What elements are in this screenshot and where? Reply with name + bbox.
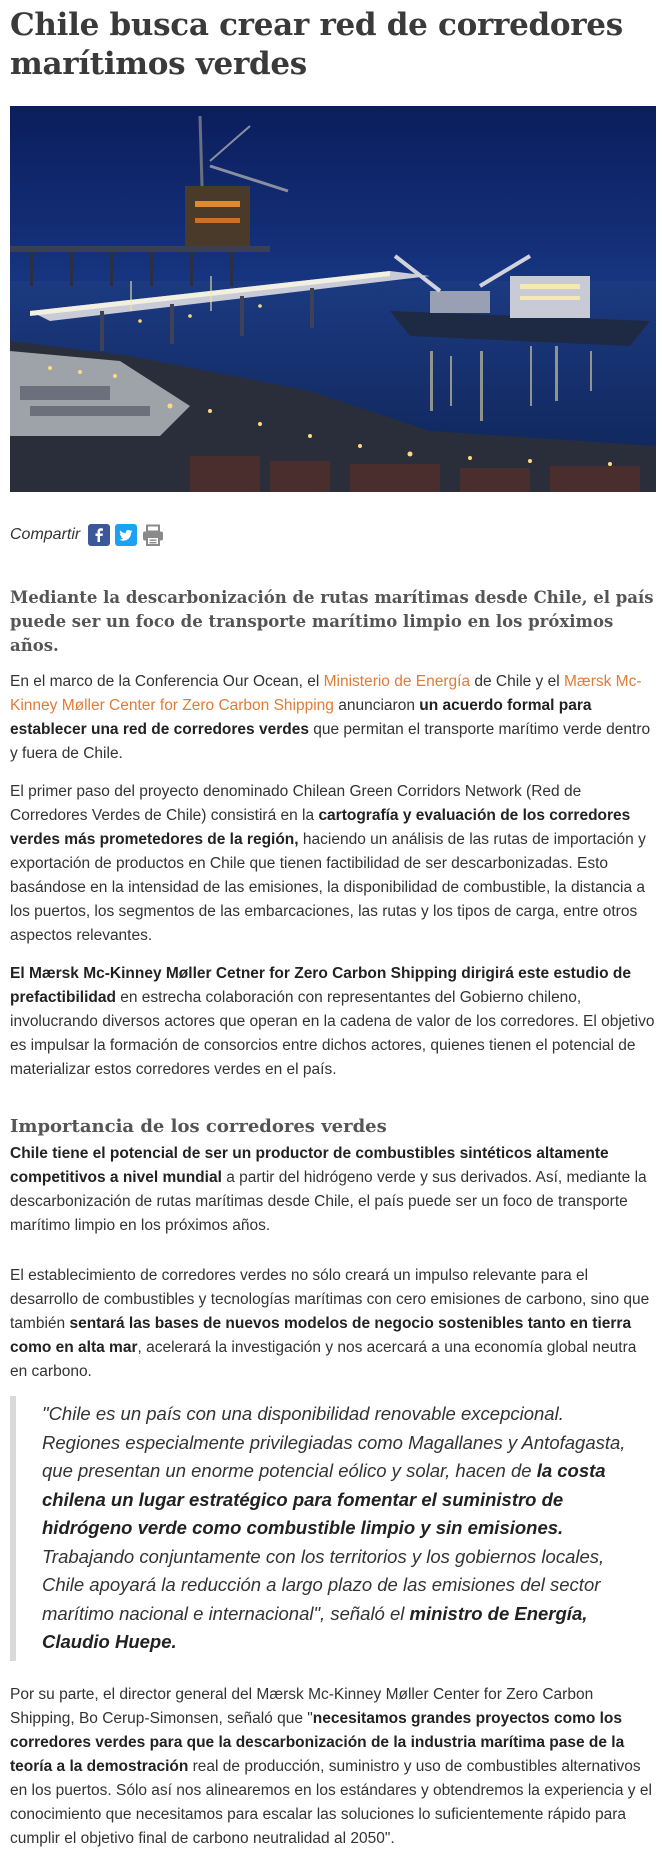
twitter-icon[interactable] <box>115 524 137 546</box>
paragraph-5: El establecimiento de corredores verdes no sólo creará un impulso relevante para el desarrollo de combustibles y tecnologías marítimas con cero emisiones de carbono, sino que también sentará las bases de nuevos modelos de negocio sostenibles tanto en tierra como en alta mar, acelerará la investigación y nos acercará a una economía global neutra en carbono. <box>10 1267 650 1380</box>
article-lead: Mediante la descarbonización de rutas marítimas desde Chile, el país puede ser un foco de transporte marítimo limpio en los próximos años. <box>10 588 654 655</box>
print-icon[interactable] <box>142 524 164 546</box>
hero-image-port-night <box>10 106 656 492</box>
section-heading: Importancia de los corredores verdes <box>10 1116 387 1137</box>
share-label: Compartir <box>10 526 81 543</box>
paragraph-1: En el marco de la Conferencia Our Ocean, el Ministerio de Energía de Chile y el Mærsk Mc-Kinney Møller Center for Zero Carbon Shipping anunciaron un acuerdo formal para establecer una red de corredores verdes que permitan el transporte marítimo verde dentro y fuera de Chile. <box>10 673 651 762</box>
paragraph-4: Chile tiene el potencial de ser un productor de combustibles sintéticos altamente competitivos a nivel mundial a partir del hidrógeno verde y sus derivados. Así, mediante la descarbonización de rutas marítimas desde Chile, el país puede ser un foco de transporte marítimo limpio en los próximos años. <box>10 1145 647 1234</box>
blockquote: "Chile es un país con una disponibilidad renovable excepcional. Regiones especialmente privilegiadas como Magallanes y Antofagasta, que presentan un enorme potencial eólico y solar, hacen de la costa chilena un lugar estratégico para fomentar el suministro de hidrógeno verde como combustible limpio y sin emisiones. Trabajando conjuntamente con los territorios y los gobiernos locales, Chile apoyará la reducción a largo plazo de las emisiones del sector marítimo nacional e internacional", señaló el ministro de Energía, Claudio Huepe. <box>10 1396 656 1661</box>
paragraph-6: Por su parte, el director general del Mærsk Mc-Kinney Møller Center for Zero Carbon Shipping, Bo Cerup-Simonsen, señaló que "necesitamos grandes proyectos como los corredores verdes para que la descarbonización de la industria marítima pase de la teoría a la demostración real de producción, suministro y uso de combustibles alternativos en los puertos. Sólo así nos alinearemos en los estándares y obtendremos la experiencia y el conocimiento que necesitamos para escalar las soluciones lo suficientemente rápido para cumplir el objetivo final de carbono neutralidad al 2050". <box>10 1685 652 1847</box>
facebook-icon[interactable] <box>88 524 110 546</box>
paragraph-2: El primer paso del proyecto denominado Chilean Green Corridors Network (Red de Corredores Verdes de Chile) consistirá en la cartografía y evaluación de los corredores verdes más prometedores de la región, haciendo un análisis de las rutas de importación y exportación de productos en Chile que tienen factibilidad de ser descarbonizadas. Esto basándose en la intensidad de las emisiones, la disponibilidad de combustible, la distancia a los puertos, los segmentos de las embarcaciones, las rutas y los tipos de carga, entre otros aspectos relevantes. <box>10 783 646 944</box>
article-title: Chile busca crear red de corredores marítimos verdes <box>10 7 623 82</box>
share-bar <box>10 522 656 548</box>
link-maersk-center[interactable]: Mærsk Mc-Kinney Møller Center for Zero Carbon Shipping <box>10 673 642 714</box>
paragraph-3: El Mærsk Mc-Kinney Møller Cetner for Zero Carbon Shipping dirigirá este estudio de prefactibilidad en estrecha colaboración con representantes del Gobierno chileno, involucrando diversos actores que operan en la cadena de valor de los corredores. El objetivo es impulsar la formación de consorcios entre dichos actores, quienes tienen el potencial de materializar estos corredores verdes en el país. <box>10 965 655 1078</box>
article <box>0 6 656 1851</box>
link-ministerio-energia[interactable]: Ministerio de Energía <box>323 673 471 690</box>
